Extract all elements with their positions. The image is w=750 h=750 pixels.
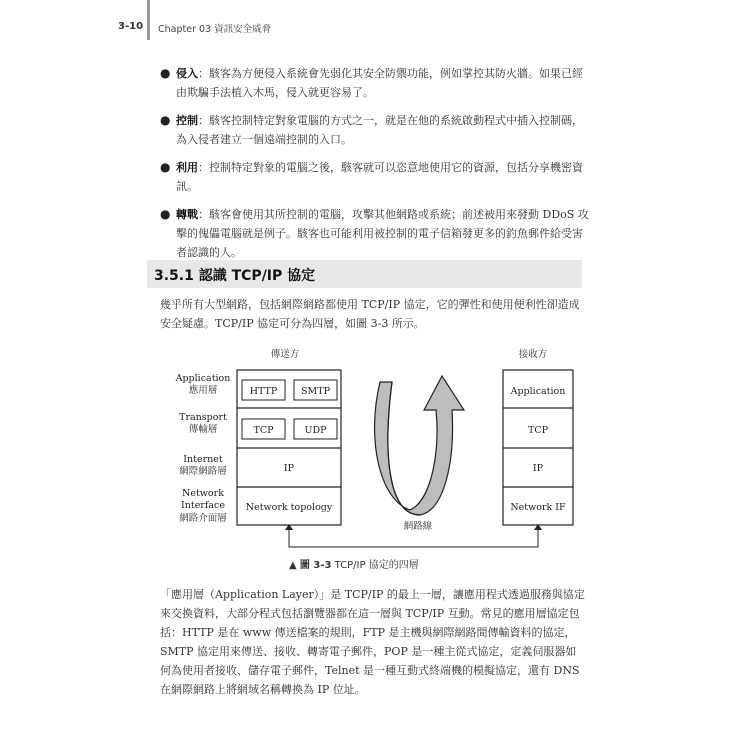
smtp-label: SMTP: [301, 386, 330, 397]
layer-label-internet-en: Internet: [183, 454, 223, 465]
bullet-term: 控制: [176, 114, 198, 127]
tcp-label: TCP: [253, 425, 274, 436]
udp-label: UDP: [304, 425, 327, 436]
bullet-text: ：駭客為方便侵入系統會先弱化其安全防禦功能，例如掌控其防火牆。如果已經由欺騙手法植入木馬，侵入就更容易了。: [176, 67, 583, 99]
section-title: 3.5.1 認識 TCP/IP 協定: [154, 268, 316, 284]
layer-label-network-en: Network: [182, 488, 224, 499]
http-label: HTTP: [249, 386, 278, 397]
layer-label-interface-en: Interface: [181, 500, 225, 511]
page-header: [0, 0, 750, 50]
receiver-label: 接收方: [518, 349, 548, 360]
intro-paragraph: 幾乎所有大型網路，包括網際網路都使用 TCP/IP 協定，它的彈性和使用便利性卻造成安全疑慮。TCP/IP 協定可分為四層，如圖 3-3 所示。: [160, 298, 580, 330]
bullet-icon: ●: [160, 207, 171, 221]
layer-label-transport-zh: 傳輸層: [188, 424, 218, 435]
section-heading: [147, 260, 582, 288]
receiver-tcp-label: TCP: [528, 425, 548, 436]
chapter-title: Chapter 03 資訊安全威脅: [158, 24, 272, 35]
bullet-list: [160, 64, 590, 271]
figure-caption: [289, 556, 419, 571]
network-topology-label: Network topology: [245, 502, 333, 513]
network-line-label: 網路線: [403, 521, 433, 532]
layer-label-network-zh: 網路介面層: [179, 513, 227, 524]
layer-label-internet-zh: 網際網路層: [179, 466, 227, 477]
bullet-term: 轉戰: [176, 208, 198, 221]
receiver-application-label: Application: [510, 386, 566, 397]
bullet-text: ：控制特定對象的電腦之後，駭客就可以恣意地使用它的資源，包括分享機密資訊。: [176, 161, 583, 193]
layer-label-application-zh: 應用層: [188, 385, 218, 396]
bullet-icon: ●: [160, 160, 171, 174]
curved-arrow-icon: [375, 376, 464, 515]
page-number: 3-10: [118, 21, 144, 32]
receiver-network-if-label: Network IF: [510, 502, 566, 513]
bullet-icon: ●: [160, 66, 171, 80]
list-item: [160, 111, 590, 149]
layer-label-application-en: Application: [175, 373, 231, 384]
tcpip-diagram: [170, 340, 580, 560]
sender-label: 傳送方: [270, 349, 300, 360]
tcpip-figure: [170, 340, 580, 560]
header-divider: [147, 0, 150, 40]
bullet-text: ：駭客會使用其所控制的電腦，攻擊其他網路或系統；前述被用來發動 DDoS 攻擊的傀儡電腦就是例子。駭客也可能利用被控制的電子信箱發更多的釣魚郵件給受害者認識的人。: [176, 208, 589, 259]
caption-marker-icon: ▲: [289, 560, 297, 571]
list-item: [160, 64, 590, 102]
caption-text: TCP/IP 協定的四層: [334, 560, 419, 571]
bullet-term: 利用: [176, 161, 198, 174]
list-item: [160, 158, 590, 196]
bullet-icon: ●: [160, 113, 171, 127]
sender-ip-label: IP: [283, 463, 295, 474]
closing-paragraph: 「應用層（Application Layer）」是 TCP/IP 的最上一層，讓應用程式透過服務與協定來交換資料，大部分程式包括瀏覽器都在這一層與 TCP/IP 互動。常見的應用層協定包括：HTTP 是在 www 傳送檔案的規則，FTP 是主機與網際網路間傳輸資料的協定，SMTP 協定用來傳送、接收、轉寄電子郵件，POP 是一種主從式協定，定義伺服器如何為使用者接收、儲存電子郵件，Telnet 是一種互動式終端機的模擬協定，還有 DNS 在網際網路上將網域名稱轉換為 IP 位址。: [160, 588, 585, 696]
receiver-ip-label: IP: [532, 463, 544, 474]
caption-number: 圖 3-3: [299, 560, 332, 571]
bullet-term: 侵入: [176, 67, 198, 80]
layer-label-transport-en: Transport: [179, 412, 227, 423]
bullet-text: ：駭客控制特定對象電腦的方式之一，就是在他的系統啟動程式中插入控制碼，為入侵者建立一個遠端控制的入口。: [176, 114, 583, 146]
list-item: [160, 205, 590, 262]
